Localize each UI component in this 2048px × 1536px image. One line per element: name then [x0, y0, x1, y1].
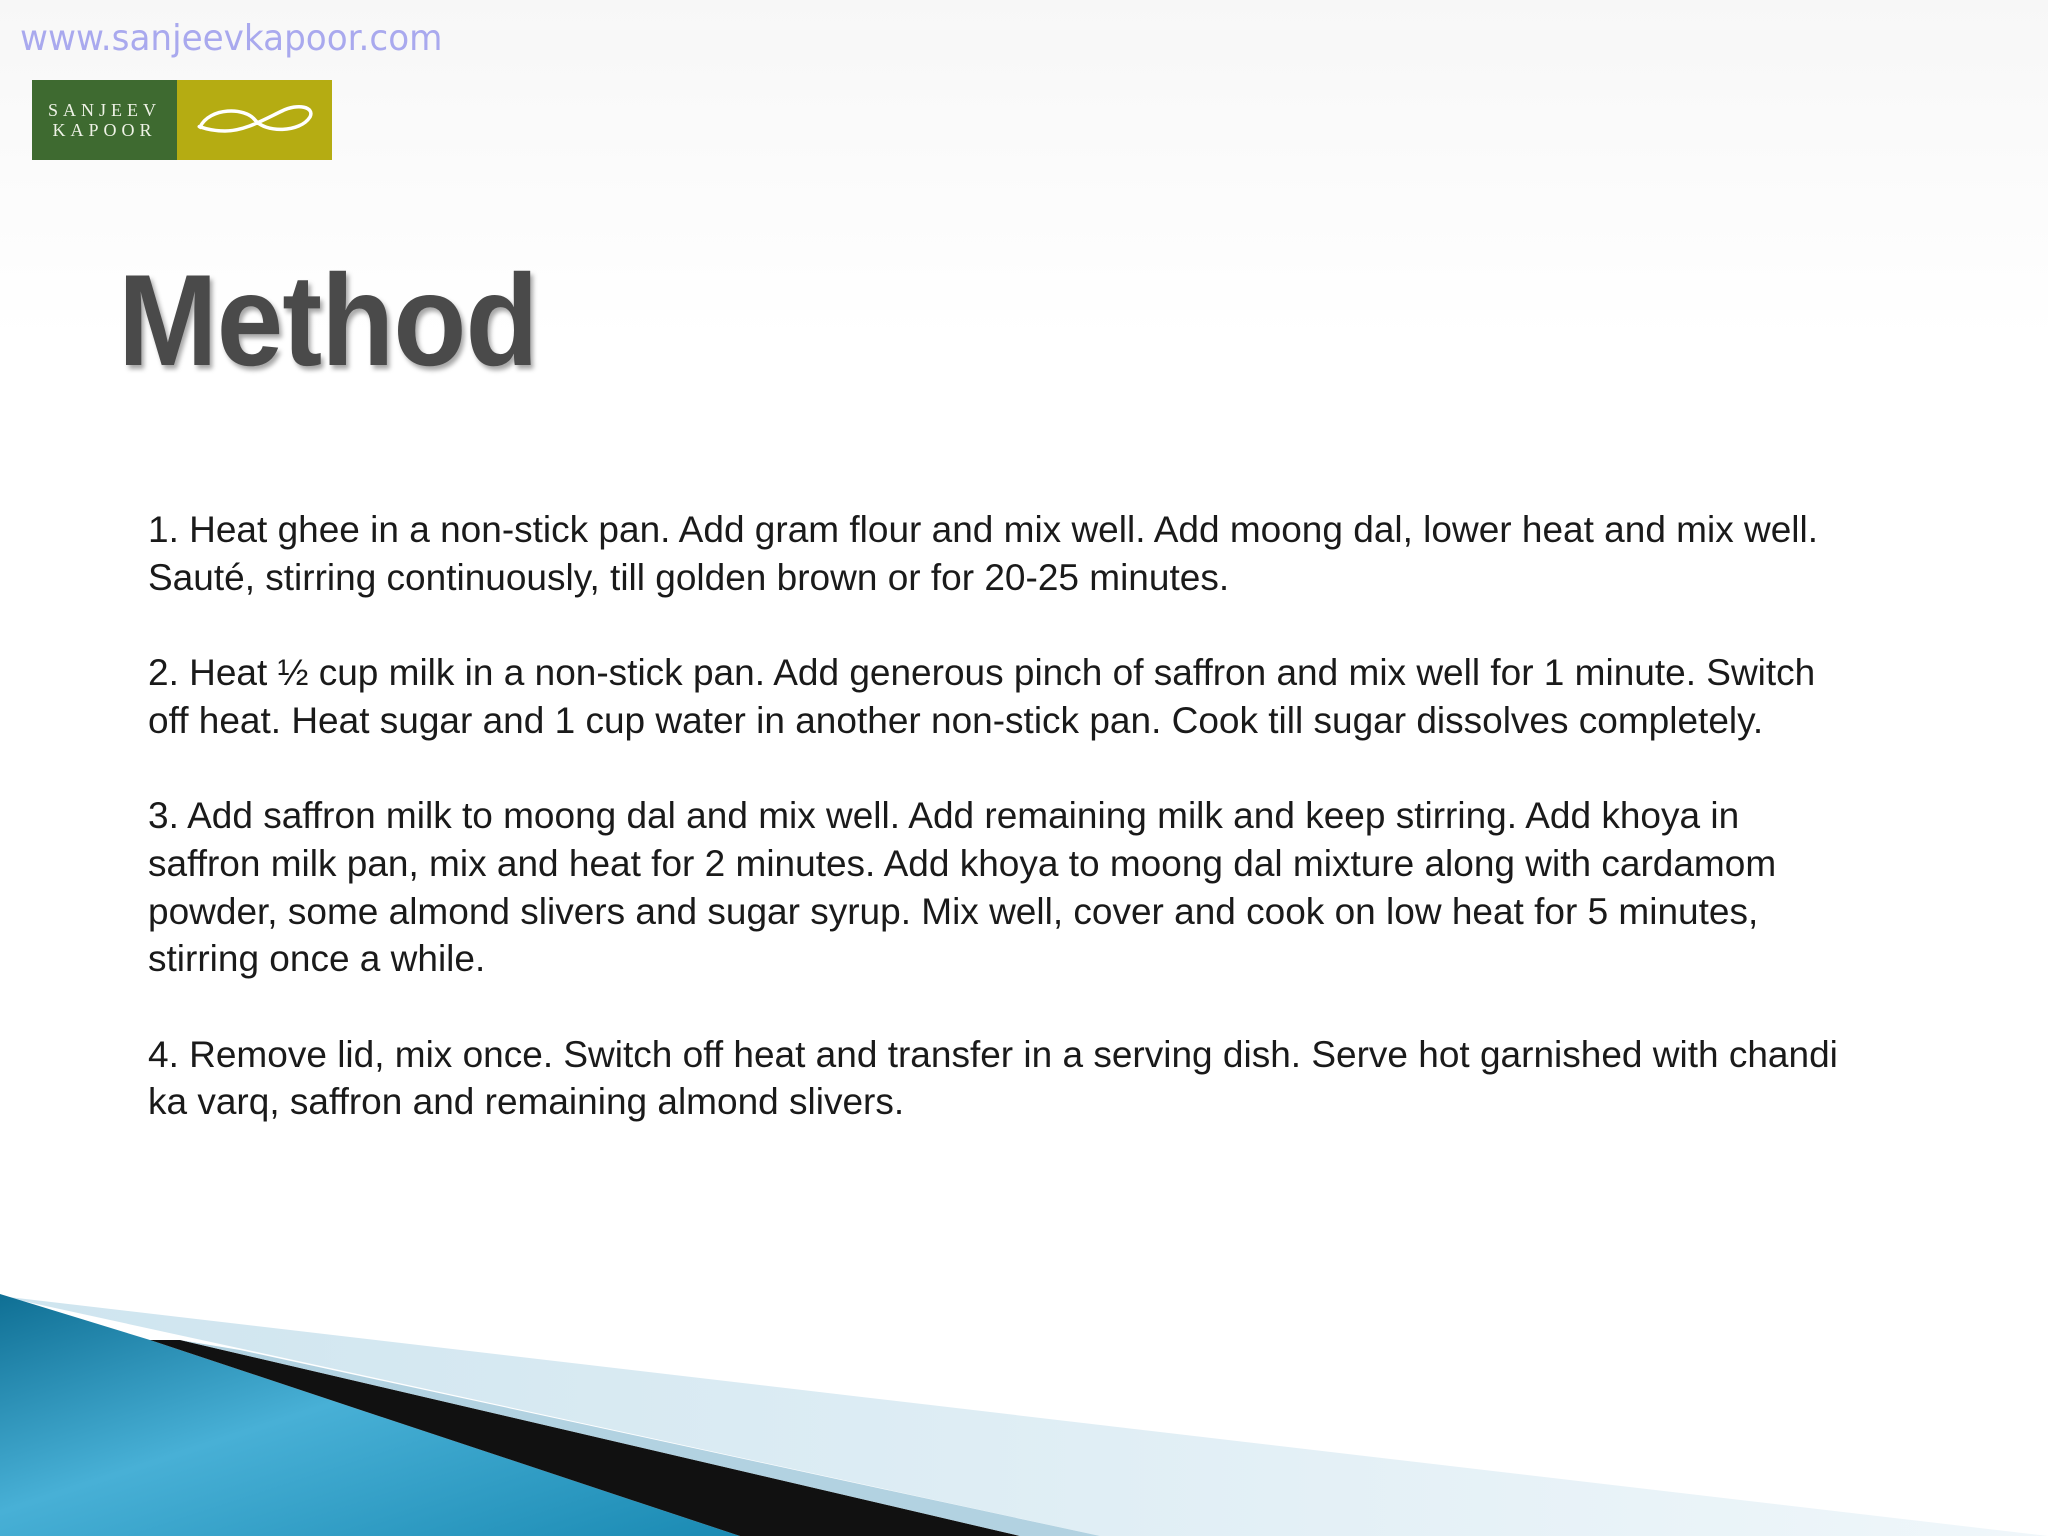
logo-wordmark — [32, 80, 177, 160]
brand-logo — [32, 80, 332, 160]
method-steps — [148, 506, 1848, 1126]
corner-wave-decoration — [0, 1280, 2048, 1536]
method-step: 4. Remove lid, mix once. Switch off heat and transfer in a serving dish. Serve hot garnished with chandi ka varq, saffron and remaining almond slivers. — [148, 1033, 1838, 1123]
logo-line-2: KAPOOR — [52, 120, 157, 140]
site-url[interactable]: www.sanjeevkapoor.com — [20, 18, 443, 59]
method-step: 2. Heat ½ cup milk in a non-stick pan. Add generous pinch of saffron and mix well for 1 minute. Switch off heat. Heat sugar and 1 cup water in another non-stick pan. Cook till sugar dissolves completely. — [148, 652, 1816, 741]
slide-title: Method — [118, 247, 538, 393]
infinity-icon — [190, 95, 320, 145]
logo-infinity-icon — [177, 80, 332, 160]
logo-line-1: SANJEEV — [47, 100, 161, 120]
method-step: 1. Heat ghee in a non-stick pan. Add gram flour and mix well. Add moong dal, lower heat and mix well. Sauté, stirring continuously, till golden brown or for 20-25 minutes. — [148, 509, 1819, 598]
method-step: 3. Add saffron milk to moong dal and mix well. Add remaining milk and keep stirring. Add khoya in saffron milk pan, mix and heat for 2 minutes. Add khoya to moong dal mixture along with cardamom powder, some almond slivers and sugar syrup. Mix well, cover and cook on low heat for 5 minutes, stirring once a while. — [148, 795, 1777, 980]
